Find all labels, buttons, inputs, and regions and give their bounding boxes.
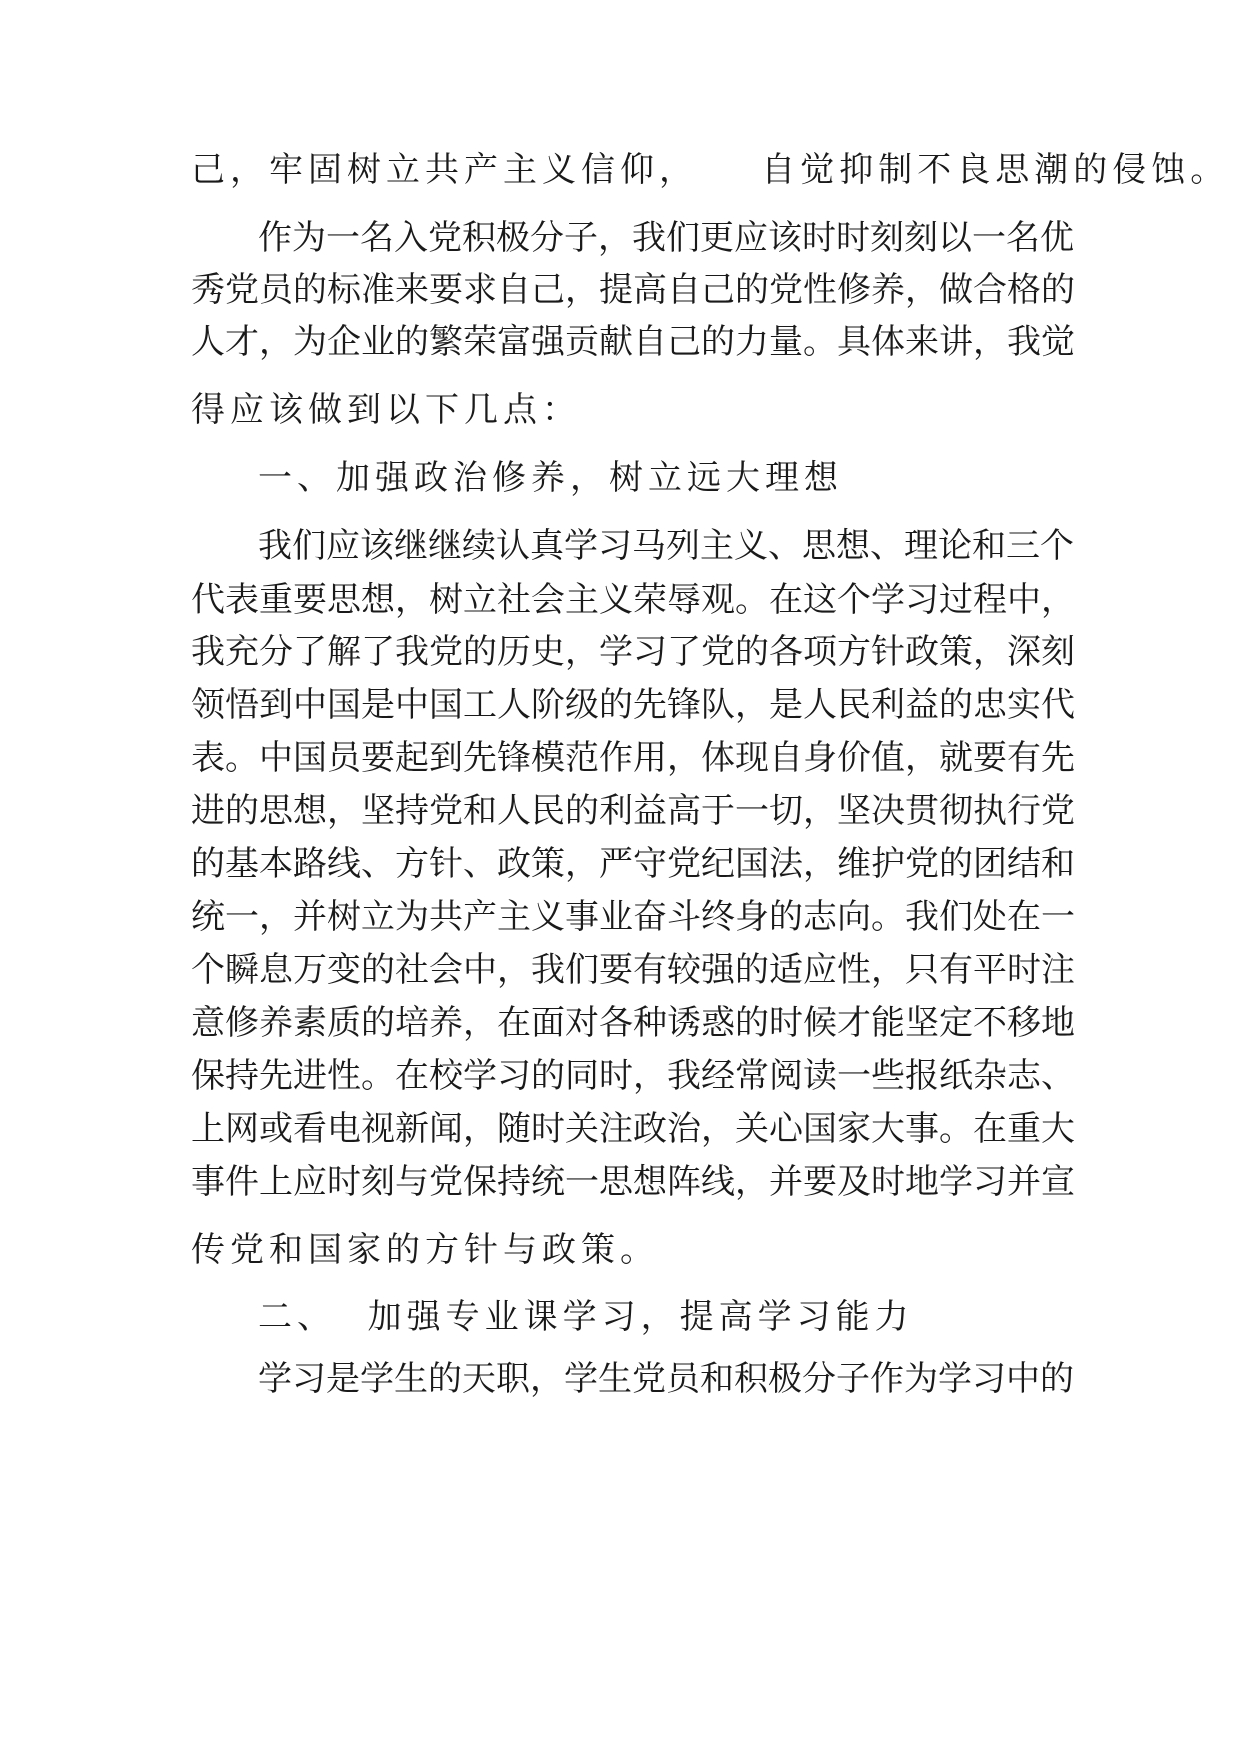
text-line: 的基本路线、方针、政策，严守党纪国法，维护党的团结和 [191,844,1075,884]
text-line: 个瞬息万变的社会中，我们要有较强的适应性，只有平时注 [191,950,1075,990]
text-line: 代表重要思想，树立社会主义荣辱观。在这个学习过程中， [191,580,1075,620]
section-heading: 一、加强政治修养，树立远大理想 [258,458,843,498]
text-line: 人才，为企业的繁荣富强贡献自己的力量。具体来讲，我觉 [191,322,1075,362]
text-line: 意修养素质的培养，在面对各种诱惑的时候才能坚定不移地 [191,1003,1075,1043]
text-line: 保持先进性。在校学习的同时，我经常阅读一些报纸杂志、 [191,1056,1075,1096]
section-heading: 二、 加强专业课学习，提高学习能力 [258,1297,914,1337]
text-line: 我们应该继继续认真学习马列主义、思想、理论和三个 [258,526,1074,566]
text-line: 传党和国家的方针与政策。 [191,1230,659,1270]
text-line: 上网或看电视新闻，随时关注政治，关心国家大事。在重大 [191,1109,1075,1149]
text-line: 秀党员的标准来要求自己，提高自己的党性修养，做合格的 [191,270,1075,310]
text-line: 得应该做到以下几点： [191,390,581,430]
text-line: 我充分了解了我党的历史，学习了党的各项方针政策，深刻 [191,632,1075,672]
text-line: 进的思想，坚持党和人民的利益高于一切，坚决贯彻执行党 [191,791,1075,831]
text-line: 学习是学生的天职，学生党员和积极分子作为学习中的 [258,1359,1074,1399]
text-line: 统一，并树立为共产主义事业奋斗终身的志向。我们处在一 [191,897,1075,937]
text-line: 表。中国员要起到先锋模范作用，体现自身价值，就要有先 [191,738,1075,778]
text-line: 领悟到中国是中国工人阶级的先锋队，是人民利益的忠实代 [191,685,1075,725]
text-line: 作为一名入党积极分子，我们更应该时时刻刻以一名优 [258,218,1074,258]
text-line: 己，牢固树立共产主义信仰， 自觉抑制不良思潮的侵蚀。 [191,150,1230,190]
text-line: 事件上应时刻与党保持统一思想阵线，并要及时地学习并宣 [191,1162,1075,1202]
